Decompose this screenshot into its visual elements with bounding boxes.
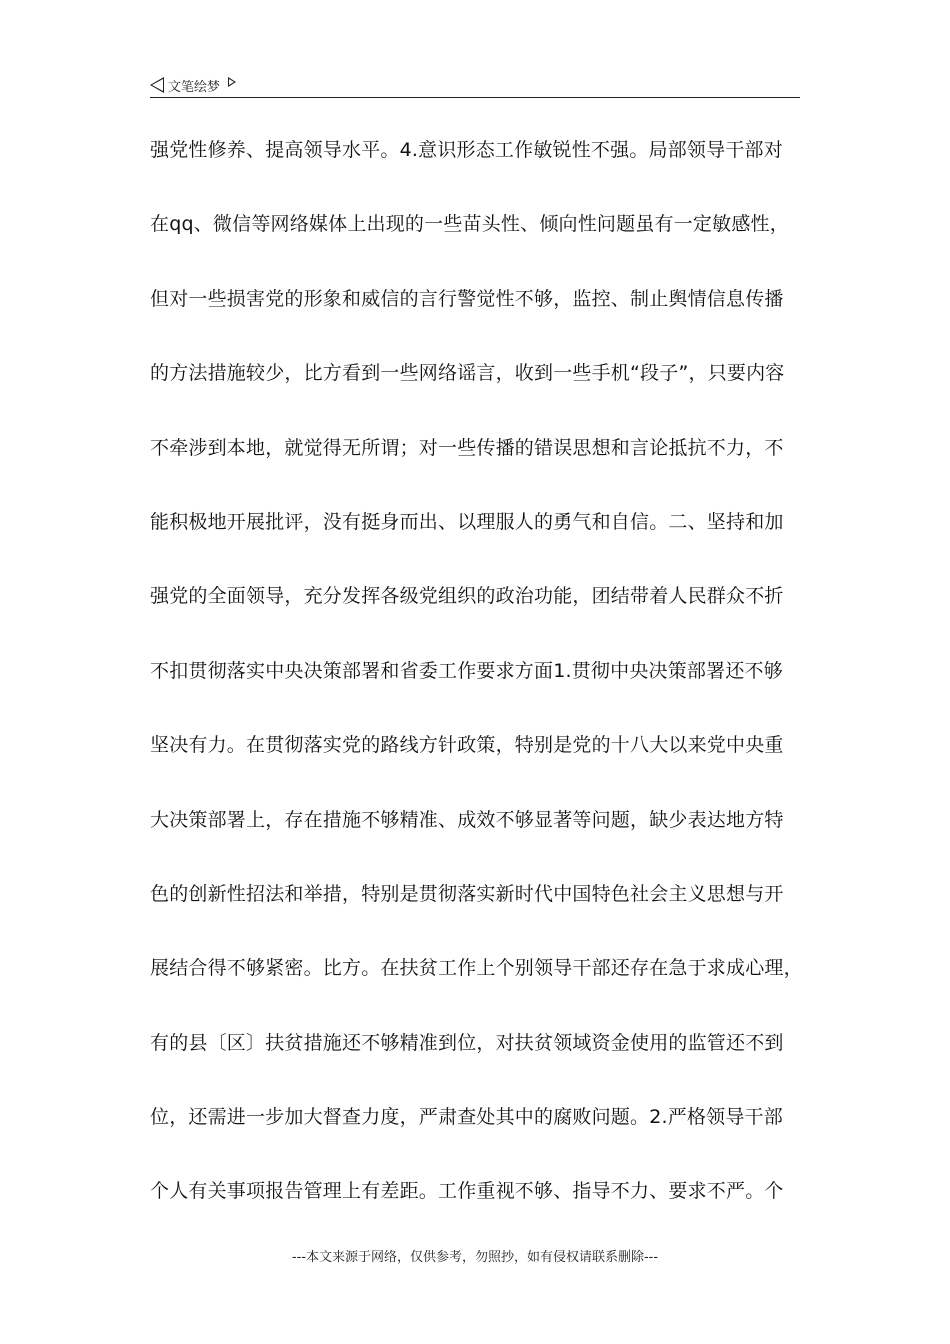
header-brand	[150, 74, 236, 96]
body-line: 色的创新性招法和举措，特别是贯彻落实新时代中国特色社会主义思想与开	[150, 882, 784, 905]
body-line: 位，还需进一步加大督查力度，严肃查处其中的腐败问题。2.严格领导干部	[150, 1106, 783, 1129]
body-line: 能积极地开展批评，没有挺身而出、以理服人的勇气和自信。二、坚持和加	[150, 510, 784, 533]
body-line: 的方法措施较少，比方看到一些网络谣言，收到一些手机“段子”，只要内容	[150, 362, 785, 385]
footer-notice: ---本文来源于网络，仅供参考，勿照抄，如有侵权请联系删除---	[291, 1250, 659, 1265]
body-line: 不扣贯彻落实中央决策部署和省委工作要求方面1.贯彻中央决策部署还不够	[150, 659, 783, 682]
document-body	[150, 130, 810, 1246]
body-line: 有的县〔区〕扶贫措施还不够精准到位，对扶贫领域资金使用的监管还不到	[150, 1031, 784, 1054]
body-line: 不牵涉到本地，就觉得无所谓；对一些传播的错误思想和言论抵抗不力，不	[150, 436, 784, 459]
body-line: 但对一些损害党的形象和威信的言行警觉性不够，监控、制止舆情信息传播	[150, 287, 784, 310]
right-triangle-icon	[228, 77, 236, 87]
body-line: 展结合得不够紧密。比方。在扶贫工作上个别领导干部还存在急于求成心理，	[150, 957, 803, 980]
body-line: 在qq、微信等网络媒体上出现的一些苗头性、倾向性问题虽有一定敏感性，	[150, 213, 789, 236]
page-header	[150, 74, 800, 98]
body-line: 强党性修养、提高领导水平。4.意识形态工作敏锐性不强。局部领导干部对	[150, 139, 783, 161]
body-line: 强党的全面领导，充分发挥各级党组织的政治功能，团结带着人民群众不折	[150, 585, 784, 608]
body-line: 坚决有力。在贯彻落实党的路线方针政策，特别是党的十八大以来党中央重	[150, 734, 784, 757]
header-divider	[150, 97, 800, 98]
header-brand-text: 文笔绘梦	[168, 79, 221, 95]
body-line: 个人有关事项报告管理上有差距。工作重视不够、指导不力、要求不严。个	[150, 1180, 784, 1203]
body-line: 大决策部署上，存在措施不够精准、成效不够显著等问题，缺少表达地方特	[150, 808, 784, 831]
left-triangle-icon	[150, 77, 164, 93]
